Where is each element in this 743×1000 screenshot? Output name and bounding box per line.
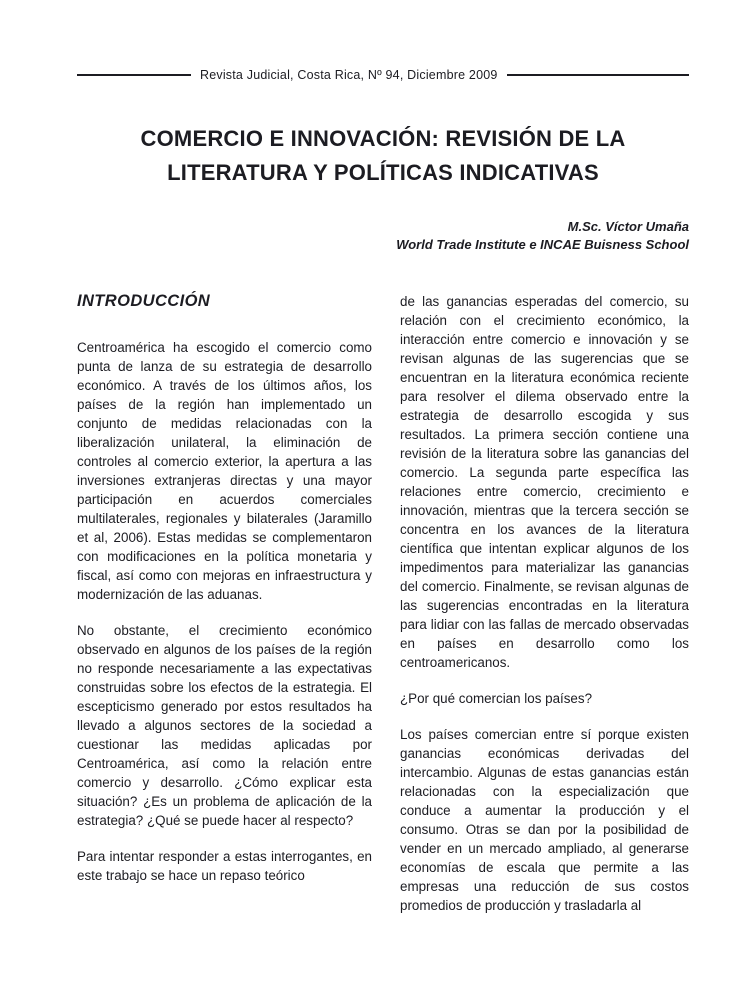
header-rule-left: [77, 74, 191, 76]
paragraph-intro-3: Para intentar responder a estas interrogantes, en este trabajo se hace un repaso teórico: [77, 849, 372, 883]
article-title: [77, 122, 689, 190]
section-heading-introduccion: INTRODUCCIÓN: [77, 292, 211, 310]
journal-header: [77, 66, 689, 84]
author-block: [77, 218, 689, 254]
author-affiliation: World Trade Institute e INCAE Buisness School: [396, 237, 689, 252]
text-columns: [77, 292, 689, 932]
paragraph-intro-2: No obstante, el crecimiento económico observado en algunos de los países de la región no responde necesariamente a las expectativas construidas sobre los efectos de la estrategia. El escepticismo generado por estos resultados ha llevado a algunos sectores de la sociedad a cuestionar las medidas aplicadas por Centroamérica, así como la relación entre comercio y desarrollo. ¿Cómo explicar esta situación? ¿Es un problema de aplicación de la estrategia? ¿Qué se puede hacer al respecto?: [77, 623, 372, 828]
article-title-line-1: COMERCIO E INNOVACIÓN: REVISIÓN DE LA: [140, 126, 626, 151]
paragraph-intro-1: Centroamérica ha escogido el comercio como punta de lanza de su estrategia de desarrollo económico. A través de los últimos años, los países de la región han implementado un conjunto de medidas relacionadas con la liberalización unilateral, la eliminación de controles al comercio exterior, la apertura a las inversiones extranjeras directas y una mayor participación en acuerdos comerciales multilaterales, regionales y bilaterales (Jaramillo et al, 2006). Estas medidas se complementaron con modificaciones en la política monetaria y fiscal, así como con mejoras en infraestructura y modernización de las aduanas.: [77, 340, 372, 602]
paragraph-continuation: de las ganancias esperadas del comercio, su relación con el crecimiento económico, la interacción entre comercio e innovación y se revisan algunas de las sugerencias que se encuentran en la literatura económica reciente para resolver el dilema observado entre la estrategia de desarrollo escogida y sus resultados. La primera sección contiene una revisión de la literatura sobre las ganancias del comercio. La segunda parte específica las relaciones entre comercio, crecimiento e innovación, mientras que la tercera sección se concentra en los avances de la literatura científica que intentan explicar algunos de los impedimentos para materializar las ganancias del comercio. Finalmente, se revisan algunas de las sugerencias encontradas en la literatura para lidiar con las fallas de mercado observadas en países en desarrollo como los centroamericanos.: [400, 294, 689, 670]
article-title-line-2: LITERATURA Y POLÍTICAS INDICATIVAS: [167, 160, 599, 185]
header-rule-right: [507, 74, 689, 76]
author-name: M.Sc. Víctor Umaña: [567, 219, 689, 234]
journal-header-text: Revista Judicial, Costa Rica, Nº 94, Diciembre 2009: [200, 68, 498, 82]
left-column: [77, 292, 372, 932]
question-line: ¿Por qué comercian los países?: [400, 691, 593, 706]
right-column: [400, 292, 689, 932]
paragraph-trade-gains: Los países comercian entre sí porque existen ganancias económicas derivadas del intercambio. Algunas de estas ganancias están relacionadas con la especialización que conduce a aumentar la producción y el consumo. Otras se dan por la posibilidad de vender en un mercado ampliado, al generarse economías de escala que permite a las empresas una reducción de sus costos promedios de producción y trasladarla al: [400, 727, 689, 913]
